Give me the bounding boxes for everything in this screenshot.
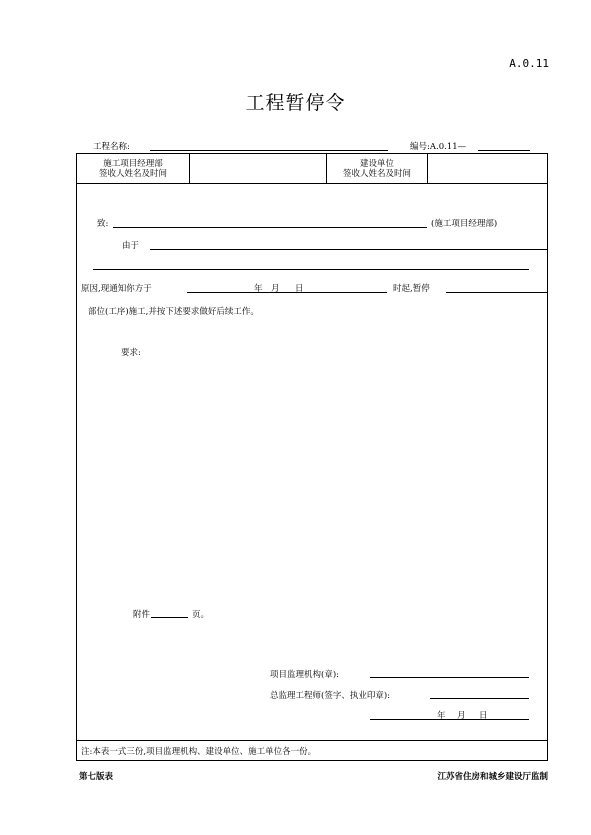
owner-receipt-label-line2: 签收人姓名及时间 [342,168,411,179]
due-to-field-2[interactable] [93,269,529,270]
number-field[interactable] [478,150,530,151]
reason-prefix: 原因,现通知你方于 [81,284,152,294]
stop-month-label: 月 [271,284,280,294]
to-field[interactable] [113,227,427,228]
stop-day-label: 日 [295,284,304,294]
contractor-receipt-label-line1: 施工项目经理部 [103,158,163,169]
project-name-field[interactable] [150,150,388,151]
attachment-pages-field[interactable] [151,617,188,618]
stop-date-field[interactable] [187,292,387,293]
page-title: 工程暂停令 [245,92,346,114]
chief-engineer-field[interactable] [430,698,529,699]
to-label: 致: [97,219,109,229]
continuation-text: 部位(工序)施工,并按下述要求做好后续工作。 [88,307,259,317]
footer-right: 江苏省住房和城乡建设厅监制 [437,772,548,782]
supervisor-org-field[interactable] [370,677,529,678]
sign-date-field[interactable] [370,719,529,720]
reason-suffix: 时起,暂停 [393,284,430,294]
supervisor-org-label: 项目监理机构(章): [270,670,339,680]
form-code: A.0.11 [509,57,549,70]
signature-header-row [77,154,547,184]
due-to-field-1[interactable] [150,249,548,250]
sign-month-label: 月 [457,711,466,721]
to-suffix: (施工项目经理部) [431,219,498,229]
owner-receipt-label [327,154,428,183]
footnote: 注:本表一式三份,项目监理机构、建设单位、施工单位各一份。 [77,740,547,761]
sign-day-label: 日 [479,711,488,721]
stop-scope-field[interactable] [446,292,548,293]
owner-receipt-field[interactable] [428,154,549,183]
requirements-label: 要求: [121,348,141,358]
contractor-receipt-field[interactable] [190,154,327,183]
chief-engineer-label: 总监理工程师(签字、执业印章): [270,691,390,701]
owner-receipt-label-line1: 建设单位 [359,158,394,169]
number-label: 编号:A.0.11— [410,142,467,152]
footer-left: 第七版表 [79,772,114,782]
attachment-label: 附件 [133,610,151,620]
contractor-receipt-label-line2: 签收人姓名及时间 [98,168,167,179]
project-name-label: 工程名称: [93,142,130,152]
attachment-suffix: 页。 [192,610,210,620]
stop-year-label: 年 [254,284,263,294]
sign-year-label: 年 [437,711,446,721]
contractor-receipt-label [77,154,190,183]
due-to-label: 由于 [122,241,140,251]
